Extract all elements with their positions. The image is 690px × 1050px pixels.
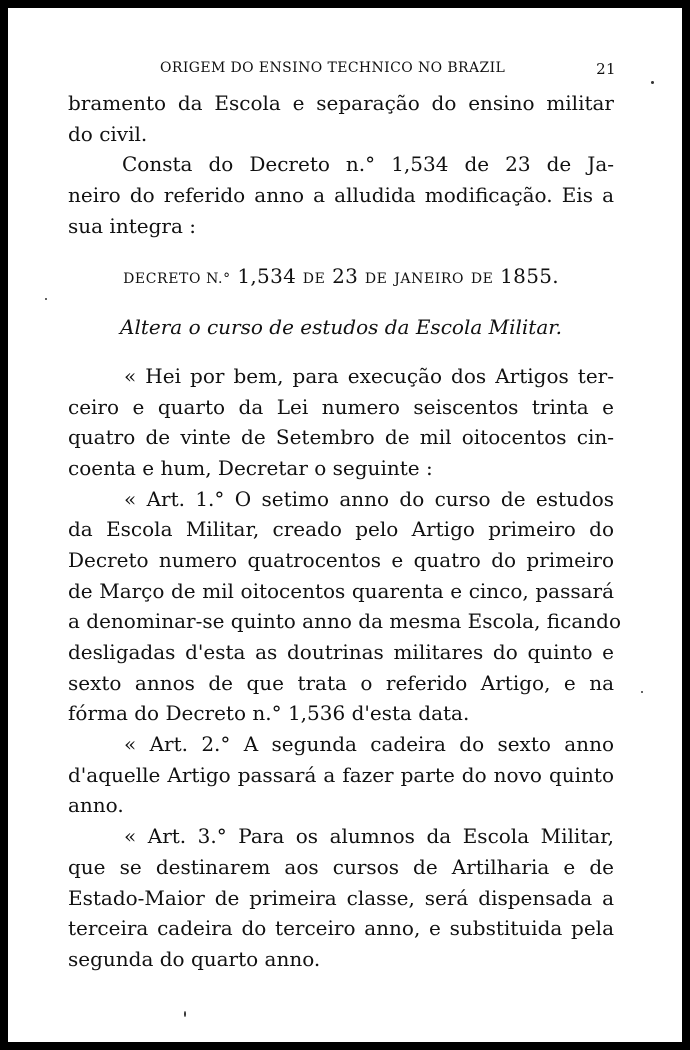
text-line: fórma do Decreto n.° 1,536 d'esta data. [68,701,470,726]
text-line: quatro de vinte de Setembro de mil oitocentos cin- [68,425,614,450]
text-line: « Art. 3.° Para os alumnos da Escola Militar, [124,824,614,849]
decree-day: 23 [332,264,359,289]
text-line: sexto annos de que trata o referido Artigo, e na [68,670,614,695]
text-line: de Março de mil oitocentos quarenta e cinco, passará [68,578,614,603]
decree-heading [68,261,614,292]
text-line: Estado-Maior de primeira classe, será dispensada a [68,885,614,910]
text-line: anno. [68,793,124,818]
text-line: da Escola Militar, creado pelo Artigo primeiro do [68,517,614,542]
text-line: terceira cadeira do terceiro anno, e substituida pela [68,916,614,941]
decree-subtitle: Altera o curso de estudos da Escola Militar. [120,315,562,340]
text-line: sua integra : [68,213,196,238]
text-line: coenta e hum, Decretar o seguinte : [68,455,433,480]
running-header [8,53,682,83]
ink-speck [651,81,654,84]
running-title: ORIGEM DO ENSINO TECHNICO NO BRAZIL [160,60,506,76]
text-line: « Art. 1.° O setimo anno do curso de estudos [124,486,614,511]
decree-number: 1,534 [237,264,297,289]
text-line: a denominar-se quinto anno da mesma Escola, ficando [68,609,621,634]
text-line: do civil. [68,121,148,146]
text-line: neiro do referido anno a alludida modificação. Eis a [68,183,614,208]
decree-de: DE [302,271,326,288]
text-line: segunda do quarto anno. [68,946,321,971]
text-line: desligadas d'esta as doutrinas militares do quinto e [68,640,614,664]
text-line: Consta do Decreto n.° 1,534 de 23 de Ja- [122,152,614,177]
page-number: 21 [596,60,616,78]
decree-de: DE [364,271,388,288]
text-line: ceiro e quarto da Lei numero seiscentos trinta e [68,394,614,419]
text-line: « Art. 2.° A segunda cadeira do sexto anno [124,732,614,757]
decree-label: DECRETO N.° [123,271,231,288]
decree-year: 1855. [500,264,559,289]
ink-speck [641,691,643,693]
text-line: d'aquelle Artigo passará a fazer parte do novo quinto [68,762,614,787]
ink-speck [184,1011,186,1017]
text-line: Decreto numero quatrocentos e quatro do primeiro [68,547,614,572]
decree-month: JANEIRO [394,271,465,288]
text-line: bramento da Escola e separação do ensino militar [68,91,614,115]
text-line: « Hei por bem, para execução dos Artigos ter- [124,363,614,388]
text-line: que se destinarem aos cursos de Artilharia e de [68,854,614,879]
page-body [68,88,621,975]
page [8,8,682,1042]
decree-de: DE [470,271,494,288]
ink-speck [45,298,47,300]
